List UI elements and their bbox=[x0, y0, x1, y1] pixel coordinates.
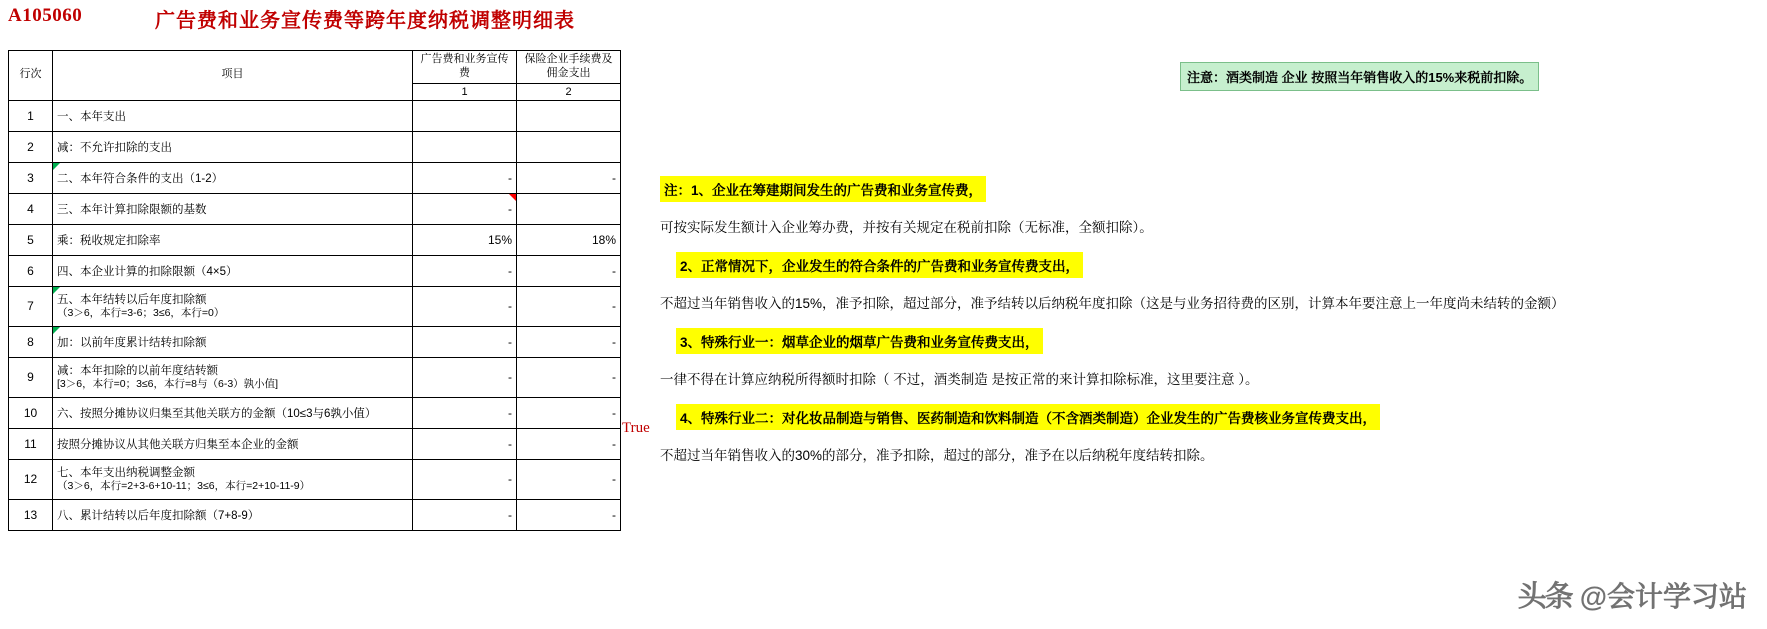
row-value-1[interactable]: 15% bbox=[413, 224, 517, 255]
sheet-header bbox=[0, 0, 1767, 36]
note-row bbox=[660, 214, 1760, 238]
row-no: 9 bbox=[9, 357, 53, 397]
row-item bbox=[53, 286, 413, 326]
toutiao-logo-icon: 头条 bbox=[1517, 581, 1572, 613]
row-item-label: 七、本年支出纳税调整金额 bbox=[57, 467, 195, 480]
row-value-1[interactable]: - bbox=[413, 286, 517, 326]
table-row[interactable] bbox=[9, 459, 621, 499]
row-value-2[interactable]: - bbox=[517, 499, 621, 530]
watermark bbox=[1518, 574, 1747, 615]
note-row bbox=[660, 442, 1760, 466]
row-value-2[interactable]: - bbox=[517, 255, 621, 286]
th-col1-number: 1 bbox=[413, 83, 517, 100]
row-no: 2 bbox=[9, 131, 53, 162]
row-no: 8 bbox=[9, 326, 53, 357]
note-row bbox=[660, 176, 1760, 200]
row-no: 1 bbox=[9, 100, 53, 131]
note-text: 一律不得在计算应纳税所得额时扣除（ 不过，酒类制造 是按正常的来计算扣除标准，这里要注意 ）。 bbox=[660, 372, 1259, 387]
th-item: 项目 bbox=[53, 51, 413, 101]
row-no: 6 bbox=[9, 255, 53, 286]
row-no: 12 bbox=[9, 459, 53, 499]
row-value-2[interactable]: - bbox=[517, 397, 621, 428]
table-row[interactable] bbox=[9, 397, 621, 428]
row-item: 三、本年计算扣除限额的基数 bbox=[53, 193, 413, 224]
table-row[interactable] bbox=[9, 499, 621, 530]
note-text: 可按实际发生额计入企业筹办费，并按有关规定在税前扣除（无标准，全额扣除）。 bbox=[660, 220, 1153, 235]
row-item bbox=[53, 357, 413, 397]
row-value-2[interactable] bbox=[517, 131, 621, 162]
row-value-1[interactable]: - bbox=[413, 397, 517, 428]
row-no: 5 bbox=[9, 224, 53, 255]
row-value-1[interactable]: - bbox=[413, 326, 517, 357]
row-value-2[interactable]: 18% bbox=[517, 224, 621, 255]
watermark-text: @会计学习站 bbox=[1579, 580, 1747, 612]
note-row bbox=[660, 328, 1760, 352]
th-row-no: 行次 bbox=[9, 51, 53, 101]
row-value-1[interactable]: - bbox=[413, 255, 517, 286]
row-value-2[interactable]: - bbox=[517, 357, 621, 397]
row-item: 按照分摊协议从其他关联方归集至本企业的金额 bbox=[53, 428, 413, 459]
row-item: 乘：税收规定扣除率 bbox=[53, 224, 413, 255]
row-no: 10 bbox=[9, 397, 53, 428]
table-row[interactable] bbox=[9, 100, 621, 131]
table-row[interactable] bbox=[9, 162, 621, 193]
row-value-1[interactable]: - bbox=[413, 162, 517, 193]
row-no: 13 bbox=[9, 499, 53, 530]
page-title: 广告费和业务宣传费等跨年度纳税调整明细表 bbox=[155, 10, 575, 32]
row-value-1[interactable]: - bbox=[413, 459, 517, 499]
table-row[interactable] bbox=[9, 286, 621, 326]
note-row bbox=[660, 366, 1760, 390]
table bbox=[8, 50, 621, 531]
note-row bbox=[660, 290, 1760, 314]
row-value-1[interactable]: - bbox=[413, 193, 517, 224]
row-no: 4 bbox=[9, 193, 53, 224]
row-no: 7 bbox=[9, 286, 53, 326]
note-row bbox=[660, 252, 1760, 276]
table-row[interactable] bbox=[9, 193, 621, 224]
row-value-2[interactable] bbox=[517, 193, 621, 224]
row-value-1[interactable]: - bbox=[413, 499, 517, 530]
table-header bbox=[9, 51, 621, 101]
tax-adjustment-table bbox=[8, 50, 620, 531]
notes-panel bbox=[660, 176, 1760, 480]
row-item: 四、本企业计算的扣除限额（4×5） bbox=[53, 255, 413, 286]
form-code: A105060 bbox=[8, 5, 83, 26]
row-value-2[interactable]: - bbox=[517, 286, 621, 326]
table-row[interactable] bbox=[9, 131, 621, 162]
row-item-formula: （3＞6，本行=2+3-6+10-11；3≤6，本行=2+10-11-9） bbox=[57, 480, 311, 493]
row-item: 一、本年支出 bbox=[53, 100, 413, 131]
note-row bbox=[660, 404, 1760, 428]
row-no: 3 bbox=[9, 162, 53, 193]
note-text: 2、正常情况下，企业发生的符合条件的广告费和业务宣传费支出， bbox=[676, 252, 1083, 278]
row-item: 加：以前年度累计结转扣除额 bbox=[53, 326, 413, 357]
row-item-formula: [3＞6，本行=0；3≤6，本行=8与（6-3）孰小值] bbox=[57, 378, 279, 391]
row-item: 减：不允许扣除的支出 bbox=[53, 131, 413, 162]
row-value-1[interactable] bbox=[413, 131, 517, 162]
note-text: 不超过当年销售收入的30%的部分，准予扣除，超过的部分，准予在以后纳税年度结转扣除。 bbox=[660, 448, 1214, 463]
note-text: 不超过当年销售收入的15%，准予扣除，超过部分，准予结转以后纳税年度扣除（这是与业务招待费的区别，计算本年要注意上一年度尚未结转的金额） bbox=[660, 296, 1565, 311]
green-note: 注意：酒类制造 企业 按照当年销售收入的15%来税前扣除。 bbox=[1180, 62, 1539, 91]
table-body bbox=[9, 100, 621, 530]
row-value-2[interactable] bbox=[517, 100, 621, 131]
true-flag: True bbox=[622, 420, 650, 436]
th-col2-number: 2 bbox=[517, 83, 621, 100]
row-item bbox=[53, 459, 413, 499]
row-no: 11 bbox=[9, 428, 53, 459]
table-row[interactable] bbox=[9, 428, 621, 459]
row-item: 二、本年符合条件的支出（1-2） bbox=[53, 162, 413, 193]
table-row[interactable] bbox=[9, 224, 621, 255]
row-item-label: 减：本年扣除的以前年度结转额 bbox=[57, 365, 218, 378]
note-text: 4、特殊行业二：对化妆品制造与销售、医药制造和饮料制造（不含酒类制造）企业发生的广告费核业务宣传费支出， bbox=[676, 404, 1380, 430]
row-value-1[interactable]: - bbox=[413, 428, 517, 459]
table-row[interactable] bbox=[9, 326, 621, 357]
row-value-2[interactable]: - bbox=[517, 162, 621, 193]
row-item-label: 五、本年结转以后年度扣除额 bbox=[57, 294, 207, 307]
table-row[interactable] bbox=[9, 255, 621, 286]
note-text: 3、特殊行业一：烟草企业的烟草广告费和业务宣传费支出， bbox=[676, 328, 1043, 354]
row-value-2[interactable]: - bbox=[517, 459, 621, 499]
note-text: 注：1、企业在筹建期间发生的广告费和业务宣传费， bbox=[660, 176, 986, 202]
row-value-1[interactable]: - bbox=[413, 357, 517, 397]
row-value-2[interactable]: - bbox=[517, 428, 621, 459]
row-item: 八、累计结转以后年度扣除额（7+8-9） bbox=[53, 499, 413, 530]
th-col1: 广告费和业务宣传费 bbox=[413, 51, 517, 84]
row-value-1[interactable] bbox=[413, 100, 517, 131]
row-item: 六、按照分摊协议归集至其他关联方的金额（10≤3与6孰小值） bbox=[53, 397, 413, 428]
th-col2: 保险企业手续费及佣金支出 bbox=[517, 51, 621, 84]
row-item-formula: （3＞6，本行=3-6；3≤6，本行=0） bbox=[57, 307, 225, 320]
table-row[interactable] bbox=[9, 357, 621, 397]
row-value-2[interactable]: - bbox=[517, 326, 621, 357]
